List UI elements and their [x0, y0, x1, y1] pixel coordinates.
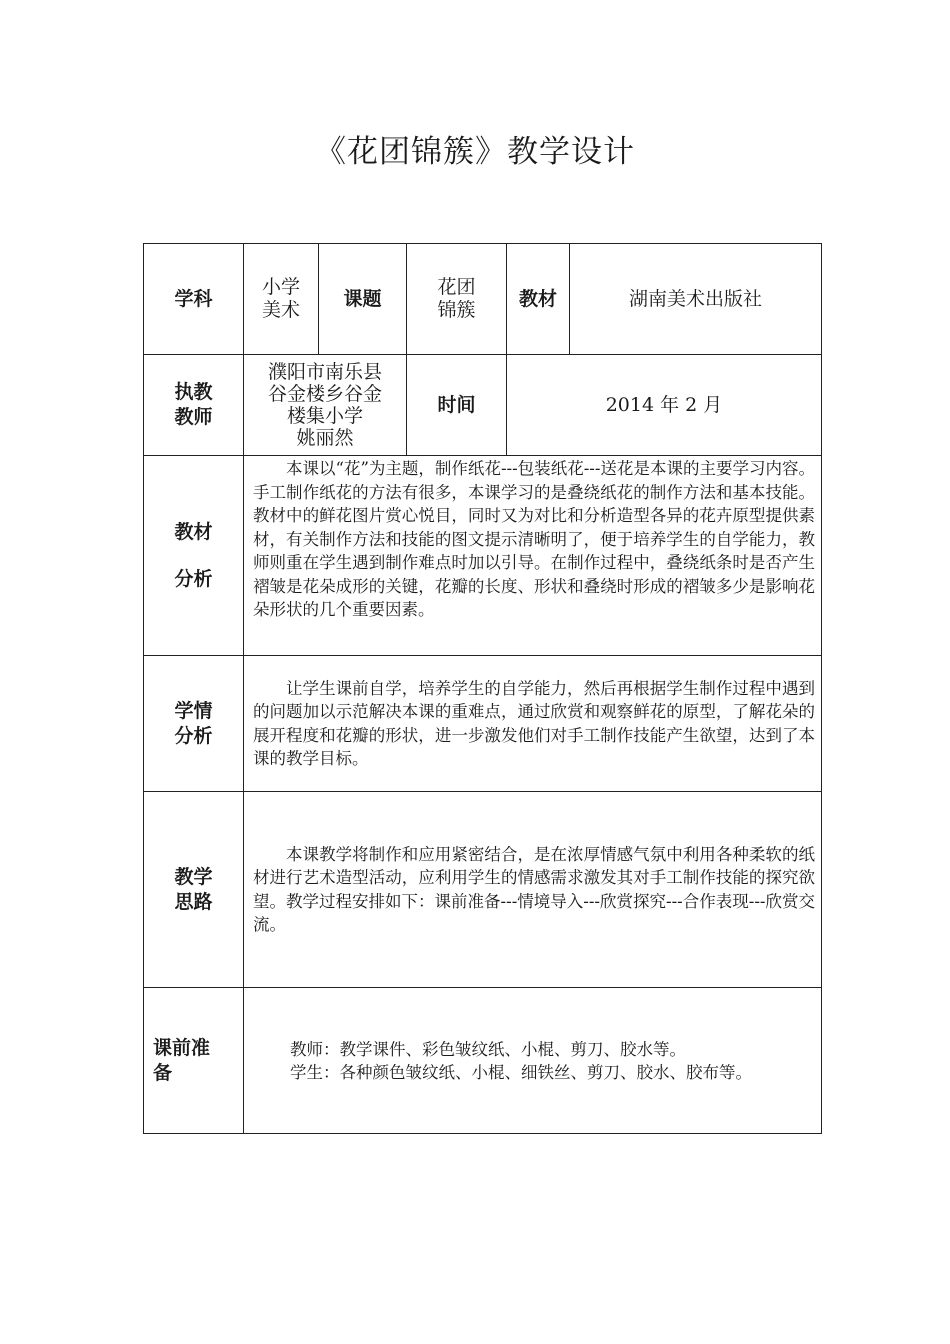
topic-label: 课题 [319, 244, 407, 355]
time-label: 时间 [407, 355, 507, 456]
table-row [144, 656, 822, 792]
lesson-plan-table [143, 243, 822, 1134]
preparation-text [244, 988, 822, 1134]
topic-value: 花团 锦簇 [407, 244, 507, 355]
teacher-label: 执教 教师 [144, 355, 244, 456]
material-analysis-text: 本课以“花”为主题，制作纸花---包装纸花---送花是本课的主要学习内容。手工制作纸花的方法有很多，本课学习的是叠绕纸花的制作方法和基本技能。教材中的鲜花图片赏心悦目，同时又为对比和分析造型各异的花卉原型提供素材，有关制作方法和技能的图文提示清晰明了，便于培养学生的自学能力，教师则重在学生遇到制作难点时加以引导。在制作过程中，叠绕纸条时是否产生褶皱是花朵成形的关键，花瓣的长度、形状和叠绕时形成的褶皱多少是影响花朵形状的几个重要因素。 [244, 456, 822, 656]
time-value: 2014 年 2 月 [507, 355, 822, 456]
table-row [144, 244, 822, 355]
textbook-value: 湖南美术出版社 [570, 244, 822, 355]
document-title: 《花团锦簇》教学设计 [315, 134, 635, 170]
student-materials: 学生：各种颜色皱纹纸、小棍、细铁丝、剪刀、胶水、胶布等。 [290, 1062, 752, 1082]
subject-label: 学科 [144, 244, 244, 355]
teacher-value: 濮阳市南乐县 谷金楼乡谷金 楼集小学 姚丽然 [244, 355, 407, 456]
table-row [144, 988, 822, 1134]
learner-analysis-text: 让学生课前自学，培养学生的自学能力，然后再根据学生制作过程中遇到的问题加以示范解决本课的重难点，通过欣赏和观察鲜花的原型，了解花朵的展开程度和花瓣的形状，进一步激发他们对手工制作技能产生欲望，达到了本课的教学目标。 [244, 656, 822, 792]
table-row [144, 456, 822, 656]
table-row [144, 355, 822, 456]
learner-analysis-label: 学情 分析 [144, 656, 244, 792]
preparation-label: 课前准 备 [144, 988, 244, 1134]
subject-value: 小学 美术 [244, 244, 319, 355]
teaching-approach-label: 教学 思路 [144, 792, 244, 988]
teacher-materials: 教师：教学课件、彩色皱纹纸、小棍、剪刀、胶水等。 [290, 1039, 686, 1059]
material-analysis-label: 教材 分析 [144, 456, 244, 656]
teaching-approach-text: 本课教学将制作和应用紧密结合，是在浓厚情感气氛中利用各种柔软的纸材进行艺术造型活动，应利用学生的情感需求激发其对手工制作技能的探究欲望。教学过程安排如下：课前准备---情境导入---欣赏探究---合作表现---欣赏交流。 [244, 792, 822, 988]
textbook-label: 教材 [507, 244, 570, 355]
table-row [144, 792, 822, 988]
